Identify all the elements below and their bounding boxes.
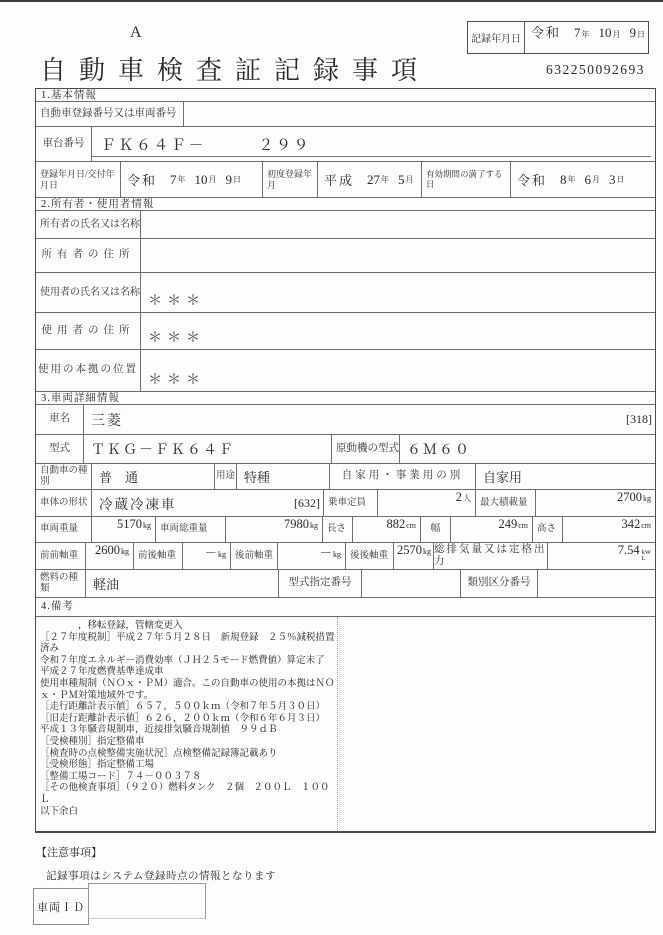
user-name-label: 使用者の氏名又は名称 xyxy=(36,273,141,312)
model-row xyxy=(36,435,655,464)
expiry-date-value: 令和 8 年 6 月 3 日 xyxy=(517,171,625,188)
chassis-number-row xyxy=(36,127,655,162)
fuel-label: 燃料の種類 xyxy=(36,570,86,597)
car-name-code: [318] xyxy=(626,412,652,426)
remark-line: Ｌ xyxy=(40,794,50,805)
max-load-label: 最大積載量 xyxy=(476,490,536,516)
width-value: 249 cm xyxy=(451,517,533,542)
remark-line: ［整備工場コード］７４－００３７８ xyxy=(40,771,202,782)
user-address-row xyxy=(36,313,655,350)
type-designation-value xyxy=(362,570,461,597)
private-business-label: 自家用・事業用の別 xyxy=(330,464,476,489)
record-date-label: 記録年月日 xyxy=(468,22,525,53)
chassis-number-value: ＦＫ６４Ｆ－ ２９９ xyxy=(92,127,651,157)
class-use-row xyxy=(36,464,655,490)
expiry-date-label: 有効期間の満了する日 xyxy=(422,162,511,197)
axle-weights-row xyxy=(36,543,655,570)
user-address-value: ＊＊＊ xyxy=(148,331,205,346)
height-label: 高さ xyxy=(533,517,563,542)
record-date-box xyxy=(467,21,649,54)
remarks-text-column xyxy=(36,617,338,831)
vehicle-id-label: 車両ＩＤ xyxy=(33,888,89,925)
kw-per-l-unit: kW L xyxy=(641,548,651,562)
engine-model-value: ６Ｍ６０ xyxy=(407,443,471,458)
remark-line: 済み xyxy=(40,644,60,655)
user-address-label: 使用者の住所 xyxy=(36,313,141,349)
remark-line: ［旧走行距離計表示値］６２６，２００ｋｍ（令和６年６月３日） xyxy=(40,713,326,724)
car-name-row xyxy=(36,405,655,435)
displacement-value: 7.54 kW L xyxy=(617,543,651,562)
model-value: ＴＫＧ－ＦＫ６４Ｆ xyxy=(84,435,332,463)
scan-top-edge xyxy=(0,0,663,2)
fuel-value: 軽油 xyxy=(86,570,279,597)
owner-name-value xyxy=(141,211,655,238)
registration-number-value xyxy=(184,102,655,126)
remark-line: 以下余白 xyxy=(40,806,79,817)
body-shape-value: 冷蔵冷凍車 xyxy=(99,497,177,512)
category-number-value xyxy=(538,570,655,597)
axle-front-rear-label: 前後軸重 xyxy=(134,543,183,569)
weights-dimensions-row xyxy=(36,517,655,543)
category-number-label: 類別区分番号 xyxy=(461,570,538,597)
page-corner-mark: A xyxy=(130,24,142,41)
fuel-row xyxy=(36,570,655,598)
vehicle-class-label: 自動車の種別 xyxy=(36,464,92,489)
max-load-value: 2700 kg xyxy=(617,490,651,504)
height-value: 342 cm xyxy=(621,517,651,531)
axle-front-front-label: 前前軸重 xyxy=(36,543,86,569)
owner-address-row xyxy=(36,239,655,273)
first-registration-label: 初度登録年月 xyxy=(263,162,318,197)
remark-line: ［２７年度税制］平成２７年５月２８日 新規登録 ２５％減税措置 xyxy=(40,632,335,643)
car-name-value: 三菱 xyxy=(91,413,123,429)
owner-address-label: 所有者の住所 xyxy=(36,239,141,272)
remark-line: ［検査時の点検整備実施状況］点検整備記録簿記載あり xyxy=(40,748,278,759)
owner-name-label: 所有者の氏名又は名称 xyxy=(36,211,141,238)
registration-date-value: 令和 7 年 10 月 9 日 xyxy=(121,162,263,197)
length-label: 長さ xyxy=(323,517,353,542)
remark-line: 令和７年度エネルギー消費効率（ＪＨ２５モード燃費値）算定未了 xyxy=(40,655,325,666)
car-name-label: 車名 xyxy=(36,405,84,434)
width-label: 幅 xyxy=(421,517,451,542)
notice-text: 記録事項はシステム登録時点の情報となります xyxy=(46,871,276,882)
remark-line: 使用車種規制（ＮＯｘ・ＰＭ）適合。この自動車の使用の本拠はＮＯ xyxy=(40,678,335,689)
axle-rear-front-value: － kg xyxy=(278,543,346,569)
remark-line: ［走行距離計表示値］６５７，５００ｋｍ（令和７年５月３０日） xyxy=(40,702,326,713)
remark-line: 平成２７年度燃費基準達成車 xyxy=(40,667,164,678)
section3-heading: 3.車両詳細情報 xyxy=(36,392,655,405)
first-registration-value: 平成 27 年 5 月 xyxy=(318,162,422,197)
notice-heading: 【注意事項】 xyxy=(36,847,102,859)
axle-front-rear-value: － kg xyxy=(183,543,231,569)
certificate-table xyxy=(35,88,656,833)
registration-number-label: 自動車登録番号又は車両番号 xyxy=(36,102,184,126)
axle-rear-rear-value: 2570 kg xyxy=(394,543,434,569)
base-location-label: 使用の本拠の位置 xyxy=(36,350,141,391)
owner-address-value xyxy=(141,239,655,272)
axle-front-front-value: 2600 kg xyxy=(86,543,134,569)
section4-heading: 4.備考 xyxy=(36,598,655,617)
section1-heading: 1.基本情報 xyxy=(36,89,655,102)
body-shape-label: 車体の形状 xyxy=(36,490,92,516)
displacement-label: 総排気量又は定格出力 xyxy=(434,543,547,567)
remark-line: 平成１３年騒音規制車，近接排気騒音規制値 ９９ｄＢ xyxy=(40,725,278,736)
private-business-value: 自家用 xyxy=(483,470,523,485)
body-shape-row xyxy=(36,490,655,517)
registration-date-label: 登録年月日/交付年月日 xyxy=(36,162,121,197)
document-number: 632250092693 xyxy=(546,62,645,77)
base-location-value: ＊＊＊ xyxy=(148,373,205,388)
gross-weight-label: 車両総重量 xyxy=(156,517,226,542)
vehicle-weight-label: 車両重量 xyxy=(36,517,92,542)
model-label: 型式 xyxy=(36,435,84,463)
user-name-value: ＊＊＊ xyxy=(148,294,205,309)
remarks-empty-column xyxy=(338,617,655,831)
section2-heading: 2.所有者・使用者情報 xyxy=(36,198,655,211)
capacity-label: 乗車定員 xyxy=(324,490,378,516)
remark-line: ［受検種別］指定整備車 xyxy=(40,736,145,747)
page-title: 自動車検査証記録事項 xyxy=(40,56,431,85)
axle-rear-rear-label: 後後軸重 xyxy=(346,543,394,569)
remark-line: ［その他検査事項］（９２０）燃料タンク ２個 ２００Ｌ １００ xyxy=(40,783,330,794)
length-value: 882 cm xyxy=(353,517,421,542)
user-name-row xyxy=(36,273,655,313)
vehicle-class-value: 普 通 xyxy=(92,464,215,489)
base-location-row xyxy=(36,350,655,392)
dates-row xyxy=(36,162,655,198)
type-designation-label: 型式指定番号 xyxy=(279,570,362,597)
gross-weight-value: 7980 kg xyxy=(226,517,323,542)
use-type-value: 特種 xyxy=(237,464,330,489)
owner-name-row xyxy=(36,211,655,239)
remark-line: ，移転登録，管轄変更入 xyxy=(40,621,183,631)
vehicle-id-value-box xyxy=(88,883,206,919)
remark-line: ［受検形態］指定整備工場 xyxy=(40,760,155,771)
record-date-value: 令和 7 年 10 月 9 日 xyxy=(531,25,646,40)
use-type-label: 用途 xyxy=(215,464,237,489)
remark-line: ｘ・ＰＭ対策地域外です。 xyxy=(40,690,154,701)
engine-model-label: 原動機の型式 xyxy=(332,435,400,463)
chassis-number-label: 車台番号 xyxy=(36,127,92,161)
vehicle-weight-value: 5170 kg xyxy=(92,517,156,542)
capacity-value: 2 人 xyxy=(378,490,476,516)
axle-rear-front-label: 後前軸重 xyxy=(231,543,278,569)
body-shape-code: [632] xyxy=(267,490,324,516)
remarks-area xyxy=(36,617,655,831)
registration-number-row xyxy=(36,102,655,127)
